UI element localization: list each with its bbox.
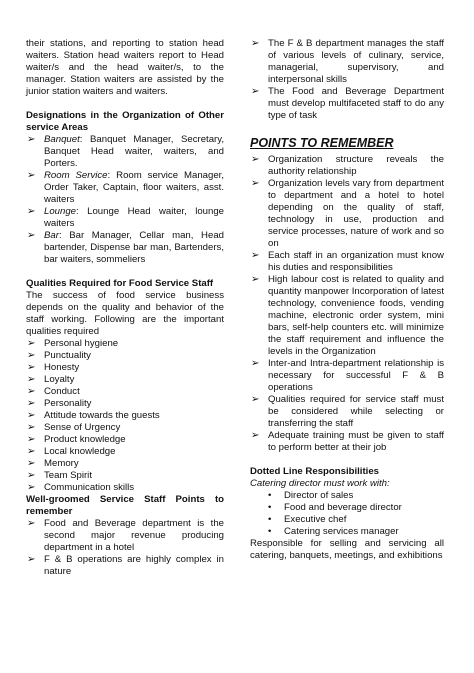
arrow-bullet-icon: ➢: [27, 386, 36, 397]
arrow-bullet-icon: ➢: [251, 86, 260, 97]
list-item-text: Director of sales: [284, 490, 354, 501]
closing-text: Responsible for selling and servicing all catering, banquets, meetings, and exhibitions: [250, 538, 444, 561]
list-item: [250, 394, 444, 430]
list-item-text: Loyalty: [44, 374, 75, 385]
list-item: [26, 422, 224, 434]
list-item: [250, 514, 444, 526]
list-item: [26, 230, 224, 266]
top-point: The Food and Beverage Department must develop multifaceted staff to do any type of task: [268, 86, 444, 121]
arrow-bullet-icon: ➢: [27, 518, 36, 529]
list-item: [26, 410, 224, 422]
arrow-bullet-icon: ➢: [27, 230, 36, 241]
arrow-bullet-icon: ➢: [27, 482, 36, 493]
list-item-text: Each staff in an organization must know his duties and responsibilities: [268, 250, 444, 273]
list-item-text: Organization levels vary from department to department and a hotel to hotel depending on the quality of staff, technology in use, production and service processes, nature of work and so on: [268, 178, 444, 249]
points-to-remember-heading: POINTS TO REMEMBER: [250, 136, 394, 150]
designations-list: [26, 134, 224, 266]
list-item-text: Adequate training must be given to staff to perform better at their job: [268, 430, 444, 453]
arrow-bullet-icon: ➢: [27, 422, 36, 433]
arrow-bullet-icon: ➢: [27, 362, 36, 373]
designations-heading: Designations in the Organization of Other service Areas: [26, 110, 224, 133]
list-item: [250, 86, 444, 122]
dot-bullet-icon: •: [268, 526, 272, 537]
list-item: [250, 526, 444, 538]
list-item: [250, 274, 444, 358]
designation-label: Banquet: [44, 134, 80, 145]
list-item-text: Catering services manager: [284, 526, 399, 537]
arrow-bullet-icon: ➢: [27, 446, 36, 457]
designation-label: Bar: [44, 230, 59, 241]
arrow-bullet-icon: ➢: [251, 358, 260, 369]
list-item: [26, 338, 224, 350]
designation-text: : Room service Manager, Order Taker, Captain, floor waiters, asst. waiters: [44, 170, 224, 205]
designation-text: : Lounge Head waiter, lounge waiters: [44, 206, 224, 229]
groomed-list: [26, 518, 224, 578]
dot-bullet-icon: •: [268, 490, 272, 501]
list-item: [250, 358, 444, 394]
arrow-bullet-icon: ➢: [251, 394, 260, 405]
list-item-text: Personal hygiene: [44, 338, 119, 349]
arrow-bullet-icon: ➢: [27, 206, 36, 217]
list-item-text: Communication skills: [44, 482, 135, 493]
list-item: [26, 134, 224, 170]
dotted-list: [250, 490, 444, 538]
list-item-text: Personality: [44, 398, 92, 409]
qualities-heading: Qualities Required for Food Service Staff: [26, 278, 214, 289]
list-item: [26, 374, 224, 386]
arrow-bullet-icon: ➢: [251, 154, 260, 165]
list-item: [250, 178, 444, 250]
intro-line: junior station waiters and waiters.: [26, 86, 168, 97]
list-item: [250, 430, 444, 454]
list-item: [250, 250, 444, 274]
list-item: [26, 434, 224, 446]
arrow-bullet-icon: ➢: [27, 338, 36, 349]
arrow-bullet-icon: ➢: [27, 434, 36, 445]
list-item-text: Organization structure reveals the authority relationship: [268, 154, 444, 177]
list-item-text: Product knowledge: [44, 434, 126, 445]
right-column: [250, 38, 444, 562]
list-item-text: Local knowledge: [44, 446, 116, 457]
list-item-text: Team Spirit: [44, 470, 92, 481]
arrow-bullet-icon: ➢: [27, 470, 36, 481]
arrow-bullet-icon: ➢: [27, 398, 36, 409]
remember-list: [250, 154, 444, 454]
intro-line: waiter/s and the head waiter/s, to the: [26, 62, 224, 73]
arrow-bullet-icon: ➢: [27, 458, 36, 469]
arrow-bullet-icon: ➢: [251, 178, 260, 189]
list-item: [26, 518, 224, 554]
qualities-intro: The success of food service business depends on the quality and behavior of the staff working. Following are the important qualities required: [26, 290, 224, 337]
list-item-text: Food and beverage director: [284, 502, 402, 513]
arrow-bullet-icon: ➢: [251, 250, 260, 261]
list-item-text: High labour cost is related to quality and quantity manpower Incorporation of latest technology, convenience foods, vending machine, electronic order system, mini bars, self-help counters etc. will minimize the staff requirement and influence the levels in the Organization: [268, 274, 444, 357]
dot-bullet-icon: •: [268, 514, 272, 525]
designation-label: Lounge: [44, 206, 77, 217]
list-item: [250, 154, 444, 178]
list-item-text: Punctuality: [44, 350, 91, 361]
dotted-subheading: [250, 478, 444, 490]
list-item: [26, 350, 224, 362]
list-item: [26, 386, 224, 398]
arrow-bullet-icon: ➢: [27, 170, 36, 181]
arrow-bullet-icon: ➢: [27, 350, 36, 361]
arrow-bullet-icon: ➢: [27, 554, 36, 565]
designation-text: : Bar Manager, Cellar man, Head bartender, Dispense bar man, Bartenders, bar waiters, sommeliers: [44, 230, 224, 265]
arrow-bullet-icon: ➢: [251, 430, 260, 441]
list-item: [250, 502, 444, 514]
intro-line: their stations, and reporting to station head: [26, 38, 224, 49]
qualities-list: [26, 338, 224, 494]
top-points-list: [250, 38, 444, 122]
list-item-text: Qualities required for service staff must be considered while selecting or transferring the staff: [268, 394, 444, 429]
groomed-point: Food and Beverage department is the second major revenue producing department in a hotel: [44, 518, 224, 553]
list-item-text: Memory: [44, 458, 79, 469]
left-column: [26, 38, 224, 578]
groomed-point: F & B operations are highly complex in nature: [44, 554, 224, 577]
list-item: [26, 362, 224, 374]
designation-label: Room Service: [44, 170, 108, 181]
arrow-bullet-icon: ➢: [27, 134, 36, 145]
list-item-text: Sense of Urgency: [44, 422, 121, 433]
list-item: [26, 458, 224, 470]
list-item: [26, 470, 224, 482]
list-item: [250, 38, 444, 86]
list-item: [26, 170, 224, 206]
dotted-sub-text: Catering director must work with:: [250, 478, 390, 489]
dotted-heading: Dotted Line Responsibilities: [250, 466, 379, 477]
intro-line: manager. Station waiters are assisted by the: [26, 74, 224, 85]
designation-text: : Banquet Manager, Secretary, Banquet Head waiter, waiters, and Porters.: [44, 134, 224, 169]
groomed-heading: Well-groomed Service Staff Points to remember: [26, 494, 224, 517]
list-item-text: Executive chef: [284, 514, 347, 525]
arrow-bullet-icon: ➢: [251, 274, 260, 285]
list-item: [26, 446, 224, 458]
list-item: [26, 206, 224, 230]
intro-line: waiters. Station head waiters report to Head: [26, 50, 224, 61]
list-item-text: Honesty: [44, 362, 80, 373]
intro-paragraph: [26, 38, 224, 98]
list-item-text: Conduct: [44, 386, 80, 397]
list-item: [250, 490, 444, 502]
dot-bullet-icon: •: [268, 502, 272, 513]
list-item: [26, 482, 224, 494]
list-item-text: Attitude towards the guests: [44, 410, 160, 421]
list-item: [26, 398, 224, 410]
list-item-text: Inter-and Intra-department relationship is necessary for successful F & B operations: [268, 358, 444, 393]
arrow-bullet-icon: ➢: [251, 38, 260, 49]
list-item: [26, 554, 224, 578]
arrow-bullet-icon: ➢: [27, 374, 36, 385]
arrow-bullet-icon: ➢: [27, 410, 36, 421]
top-point: The F & B department manages the staff of various levels of culinary, service, managerial, supervisory, and interpersonal skills: [268, 38, 444, 85]
